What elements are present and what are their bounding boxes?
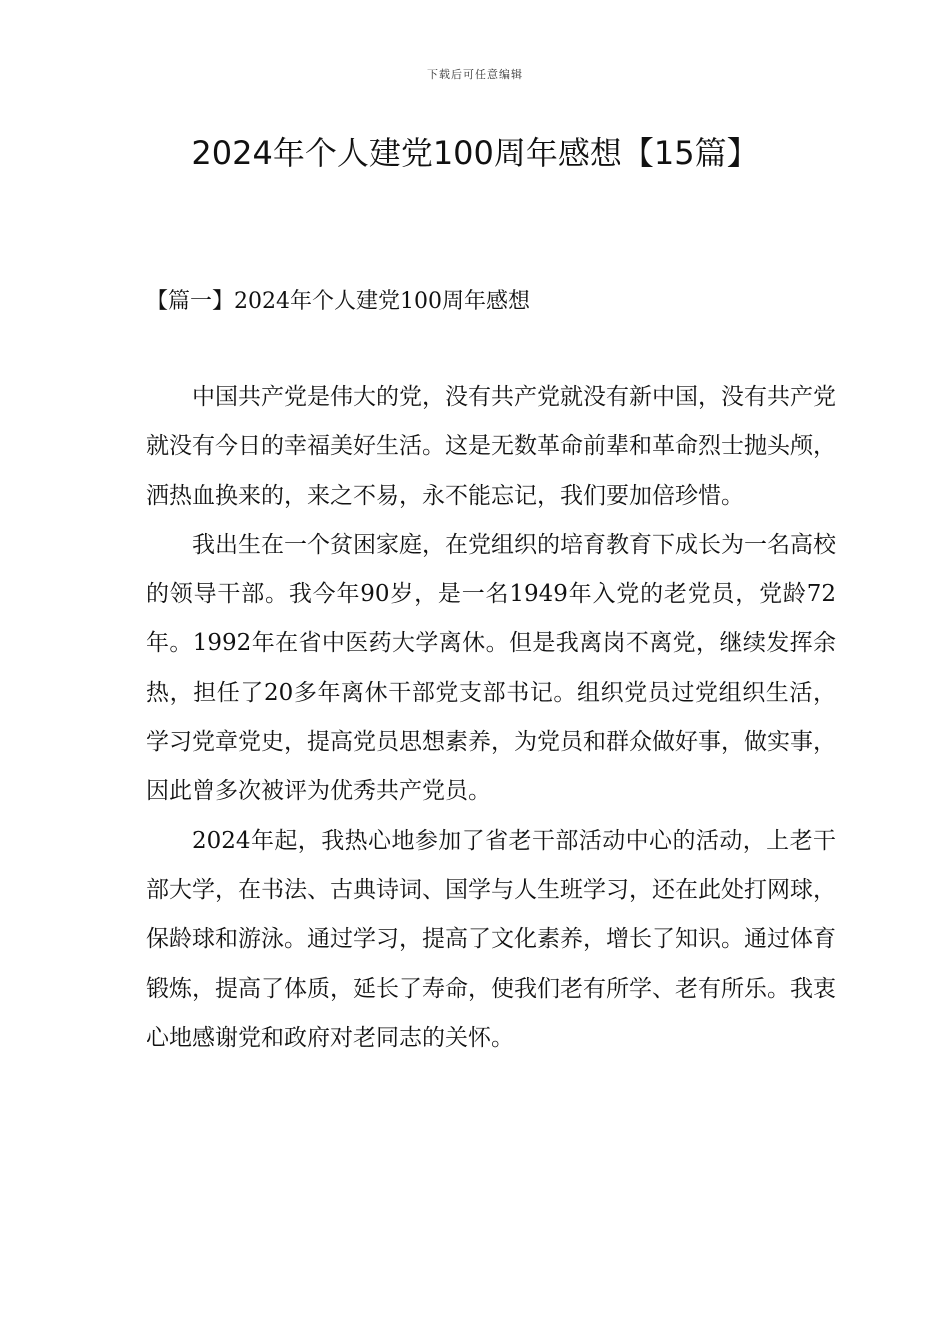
body-text — [146, 373, 836, 1063]
paragraph-1: 中国共产党是伟大的党，没有共产党就没有新中国，没有共产党就没有今日的幸福美好生活。这是无数革命前辈和革命烈士抛头颅，洒热血换来的，来之不易，永不能忘记，我们要加倍珍惜。 — [146, 384, 836, 509]
section-heading: 【篇一】2024年个人建党100周年感想 — [146, 289, 530, 314]
paragraph-3: 2024年起，我热心地参加了省老干部活动中心的活动，上老干部大学，在书法、古典诗词、国学与人生班学习，还在此处打网球，保龄球和游泳。通过学习，提高了文化素养，增长了知识。通过体育锻炼，提高了体质，延长了寿命，使我们老有所学、老有所乐。我衷心地感谢党和政府对老同志的关怀。 — [146, 827, 836, 1051]
paragraph-2: 我出生在一个贫困家庭，在党组织的培育教育下成长为一名高校的领导干部。我今年90岁，是一名1949年入党的老党员，党龄72年。1992年在省中医药大学离休。但是我离岗不离党，继续发挥余热，担任了20多年离休干部党支部书记。组织党员过党组织生活，学习党章党史，提高党员思想素养，为党员和群众做好事，做实事，因此曾多次被评为优秀共产党员。 — [146, 531, 836, 805]
header-note: 下载后可任意编辑 — [427, 68, 523, 81]
document-title: 2024年个人建党100周年感想【15篇】 — [191, 134, 759, 172]
